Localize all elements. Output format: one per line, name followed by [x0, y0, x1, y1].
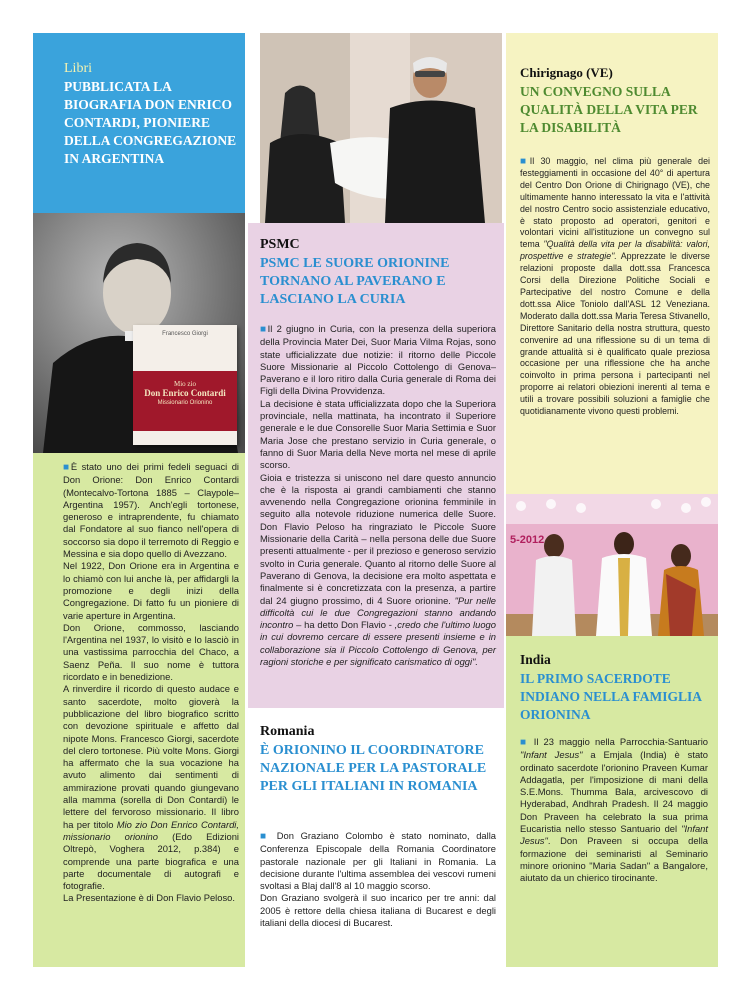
romania-kicker: Romania: [260, 724, 315, 739]
book-title-line2: Don Enrico Contardi: [144, 388, 226, 398]
chirignago-kicker: Chirignago (VE): [520, 65, 613, 80]
psmc-panel: [248, 223, 504, 708]
libri-paragraph-3: Don Orione, commosso, lasciando l'Argentina nel 1937, lo visitò e lo lasciò in una vastissima parrocchia del Chaco, a Saenz Peña. Il suo nome è tuttora ricordato e in benedizione.: [63, 621, 239, 683]
chirignago-paragraph: ■Il 30 maggio, nel clima più generale dei festeggiamenti in occasione del 40° di apertura del Centro Don Orione di Chirignago (VE), che ultimamente hanno interessato la vita e l'attività del nostro Centro socio assistenziale educativo, è stato proposto ad operatori, genitori e volontari vicini all'istituzione un convegno sul tema "Qualità della vita per la disabilità: valori, prospettive e strategie". Apprezzate le diverse relazioni proposte dalla dott.ssa Francesca Corsi della Direzione Politiche Sociali e Partecipative del nostro Comune e della dott.ssa Alice Toniolo dall'ASL 12 Veneziana. Moderato dalla dott.ssa Maria Teresa Stivanello, Direttore Sanitario della nostra struttura, questo convenire ad una riflessione su di un tema di grande attualità si è qualificato quale preziosa occasione per una riflessione che ha anche coinvolto in prima persona i partecipanti nel proporre ai relatori obiezioni inerenti al tema e utili a trovare possibili soluzioni a famiglie che quotidianamente vivono questi problemi.: [520, 156, 710, 417]
bullet-square-icon: ■: [63, 462, 71, 473]
libri-paragraph-1: ■È stato uno dei primi fedeli seguaci di Don Orione: Don Enrico Contardi (Montecalvo-Tortona 1885 – Claypole–Argentina 1957). Anch'egli tortonese, generoso e intraprendente, fu chiamato dal Fondatore al suo fianco nell'opera di soccorso sia dopo il terremoto di Reggio e Messina e sia dopo quello di Avezzano.: [63, 461, 239, 560]
psmc-paragraph-1: ■Il 2 giugno in Curia, con la presenza della superiora della Provincia Mater Dei, Suor Maria Vilma Rojas, sono state ufficializzate due notizie: il ritorno delle Piccole Suore Missionarie al Piccolo Cottolengo di Genova–Paverano e il loro ritiro dalla Curia generale di Roma dei Figli della Divina Provvidenza.: [260, 323, 496, 397]
ordination-photo-illustration: [506, 494, 718, 636]
book-red-band: [133, 371, 237, 431]
ordination-photo: [506, 494, 718, 636]
libri-text-panel: [33, 453, 245, 967]
book-title-italic: Mio zio Don Enrico Contardi, missionario orionino: [63, 818, 239, 842]
india-headline: IL PRIMO SACERDOTE INDIANO NELLA FAMIGLIA ORIONINA: [520, 671, 702, 722]
psmc-headline: PSMC LE SUORE ORIONINE TORNANO AL PAVERANO E LASCIANO LA CURIA: [260, 256, 450, 307]
libri-header-panel: [33, 33, 245, 213]
chirignago-headline: UN CONVEGNO SULLA QUALITÀ DELLA VITA PER LA DISABILITÀ: [520, 84, 698, 135]
book-author: Francesco Giorgi: [162, 331, 208, 337]
banner-date: 5-2012: [510, 534, 545, 546]
psmc-body: [260, 323, 496, 668]
romania-paragraph-2: Don Graziano svolgerà il suo incarico per tre anni: dal 2005 è rettore della chiesa italiana di Bucarest e degli italiani della diocesi di Bucarest.: [260, 892, 496, 929]
book-subtitle: Missionario Orionino: [157, 400, 213, 406]
romania-body: [260, 830, 496, 929]
bullet-square-icon: ■: [260, 324, 268, 335]
chirignago-panel: [506, 33, 718, 494]
libri-paragraph-4: A rinverdire il ricordo di questo audace e santo sacerdote, molto gioverà la pubblicazione del libro biografico scritto con devozione spirituale e affetto dal nipote Mons. Francesco Giorgi, sacerdote del clero tortonese. Più volte Mons. Giorgi ha affermato che la sua vocazione ha avuto alimento dai sentimenti di ammirazione provati quando giungevano alla mamma (sorella di Don Contardi) le lettere del fervoroso missionario. Il libro ha per titolo Mio zio Don Enrico Contardi, missionario orionino (Edo Edizioni Oltrepò, Voghera 2012, p.384) e comprende una parte biografica e una parte documentale di autografi e fotografie.: [63, 683, 239, 892]
chirignago-body: [520, 156, 710, 418]
romania-headline: È ORIONINO IL COORDINATORE NAZIONALE PER LA PASTORALE PER GLI ITALIANI IN ROMANIA: [260, 743, 487, 794]
book-title-line1: Mio zio: [174, 380, 196, 388]
contardi-portrait-photo: [33, 213, 245, 453]
nuns-photo-illustration: [260, 33, 502, 223]
india-body: [520, 736, 708, 885]
bullet-square-icon: ■: [520, 737, 529, 748]
psmc-paragraph-2: La decisione è stata ufficializzata dopo che la Superiora provinciale, nella mattinata, ha incontrato il Superiore generale e le due Consorelle Suor Maria Settimia e Suor Maria Jose che prestano servizio in Curia generale, o fanno di Suor Maria della Neve morta nel mese di aprile scorso.: [260, 397, 496, 471]
libri-headline: PUBBLICATA LA BIOGRAFIA DON ENRICO CONTARDI, PIONIERE DELLA CONGREGAZIONE IN ARGENTINA: [64, 79, 237, 166]
libri-body: [63, 461, 239, 905]
libri-kicker: Libri: [64, 61, 92, 76]
romania-paragraph-1: ■ Don Graziano Colombo è stato nominato, dalla Conferenza Episcopale della Romania Coordinatore pastorale nazionale per gli Italiani in Romania. La decisione durante l'ultima assemblea dei vescovi rumeni svoltasi a Blaj dall'8 al 10 maggio scorso.: [260, 830, 497, 892]
bullet-square-icon: ■: [260, 831, 271, 842]
libri-paragraph-5: La Presentazione è di Don Flavio Peloso.: [63, 892, 235, 904]
india-panel: [506, 636, 718, 967]
nuns-photo: [260, 33, 502, 223]
india-paragraph: ■ Il 23 maggio nella Parrocchia-Santuario "Infant Jesus" a Emjala (India) è stato ordinato sacerdote l'orionino Praveen Kumar Addagatla, per l'imposizione di mani della S.E.Mons. Thumma Bala, arcivescovo di Hyderabad, Andhrah Pradesh. Il 24 maggio Don Praveen ha celebrato la sua prima Eucaristia nello stesso Santuario del "Infant Jesus". Don Praveen si occupa della formazione dei seminaristi al Seminario minore orionino "Maria Sadan" a Bangalore, aiutato da un chierico tirocinante.: [520, 736, 708, 884]
book-cover: [133, 325, 237, 445]
psmc-kicker: PSMC: [260, 237, 300, 252]
libri-paragraph-2: Nel 1922, Don Orione era in Argentina e lo chiamò con lui anche là, per affidargli la promozione e degli inizi della Congregazione. Di fatto fu un pioniere di varie aperture in Argentina.: [63, 560, 239, 621]
bullet-square-icon: ■: [520, 156, 530, 167]
india-kicker: India: [520, 652, 551, 667]
psmc-paragraph-3: Gioia e tristezza si uniscono nel dare questo annuncio che è la risposta ai grandi cambiamenti che stanno avvenendo nella Congregazione orionina femminile in seguito alla notevole riduzione numerica delle Suore. Don Flavio Peloso ha ringraziato le Piccole Suore Missionarie della Carità – nella persona delle due Suore presenti attualmente - per il prezioso e generoso servizio svolto in Curia generale. Quanto al ritorno delle Suore al Paverano di Genova, la decisione era molto aspettata e finalmente si è concretizzata con la presenza, a partire dal 24 giugno prossimo, di 4 Suore orionine. "Pur nelle difficoltà cui le due Congregazioni stanno andando incontro – ha detto Don Flavio - ,credo che l'ultimo luogo in cui dovremo cercare di essere presenti insieme e in collaborazione sia il Piccolo Cottolengo di Genova, per ragioni storiche e per significato carismatico di oggi".: [260, 471, 496, 668]
romania-section: [248, 708, 504, 967]
